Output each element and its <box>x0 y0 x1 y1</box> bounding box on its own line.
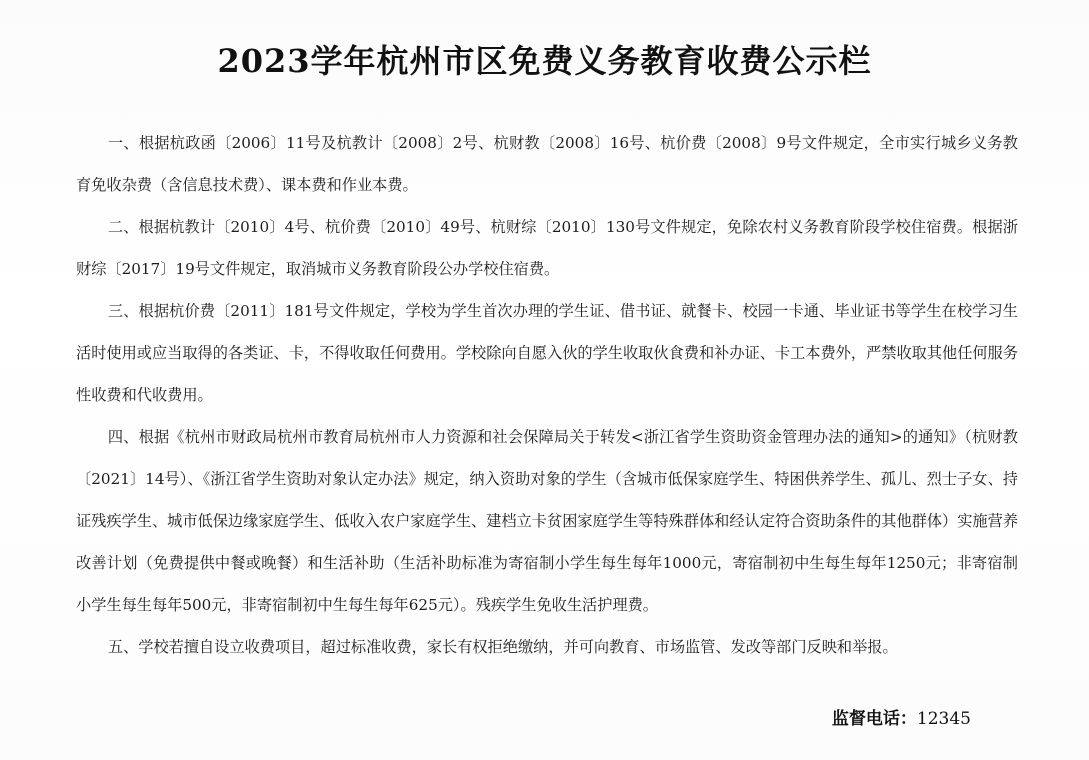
paragraph-4: 四、根据《杭州市财政局杭州市教育局杭州市人力资源和社会保障局关于转发<浙江省学生资助资金管理办法的通知>的通知》（杭财教〔2021〕14号）、《浙江省学生资助对象认定办法》规定，纳入资助对象的学生（含城市低保家庭学生、特困供养学生、孤儿、烈士子女、持证残疾学生、城市低保边缘家庭学生、低收入农户家庭学生、建档立卡贫困家庭学生等特殊群体和经认定符合资助条件的其他群体）实施营养改善计划（免费提供中餐或晚餐）和生活补助（生活补助标准为寄宿制小学生每生每年1000元，寄宿制初中生每生每年1250元；非寄宿制小学生每生每年500元，非寄宿制初中生每生每年625元）。残疾学生免收生活护理费。 <box>76 428 1018 614</box>
hotline-number: 12345 <box>916 709 971 729</box>
hotline-separator: ： <box>899 709 917 729</box>
paragraph-1: 一、根据杭政函〔2006〕11号及杭教计〔2008〕2号、杭财教〔2008〕16号、杭价费〔2008〕9号文件规定，全市实行城乡义务教育免收杂费（含信息技术费）、课本费和作业本费。 <box>76 134 1018 194</box>
notice-body <box>76 122 1018 668</box>
notice-title: 2023学年杭州市区免费义务教育收费公示栏 <box>217 42 872 80</box>
paragraph-3: 三、根据杭价费〔2011〕181号文件规定，学校为学生首次办理的学生证、借书证、就餐卡、校园一卡通、毕业证书等学生在校学习生活时使用或应当取得的各类证、卡，不得收取任何费用。学校除向自愿入伙的学生收取伙食费和补办证、卡工本费外，严禁收取其他任何服务性收费和代收费用。 <box>76 302 1018 404</box>
paragraph-5: 五、学校若擅自设立收费项目，超过标准收费，家长有权拒绝缴纳，并可向教育、市场监管、发改等部门反映和举报。 <box>107 638 898 656</box>
supervision-hotline <box>832 704 971 729</box>
paragraph-2: 二、根据杭教计〔2010〕4号、杭价费〔2010〕49号、杭财综〔2010〕130号文件规定，免除农村义务教育阶段学校住宿费。根据浙财综〔2017〕19号文件规定，取消城市义务教育阶段公办学校住宿费。 <box>76 218 1018 278</box>
hotline-label: 监督电话 <box>831 709 900 729</box>
